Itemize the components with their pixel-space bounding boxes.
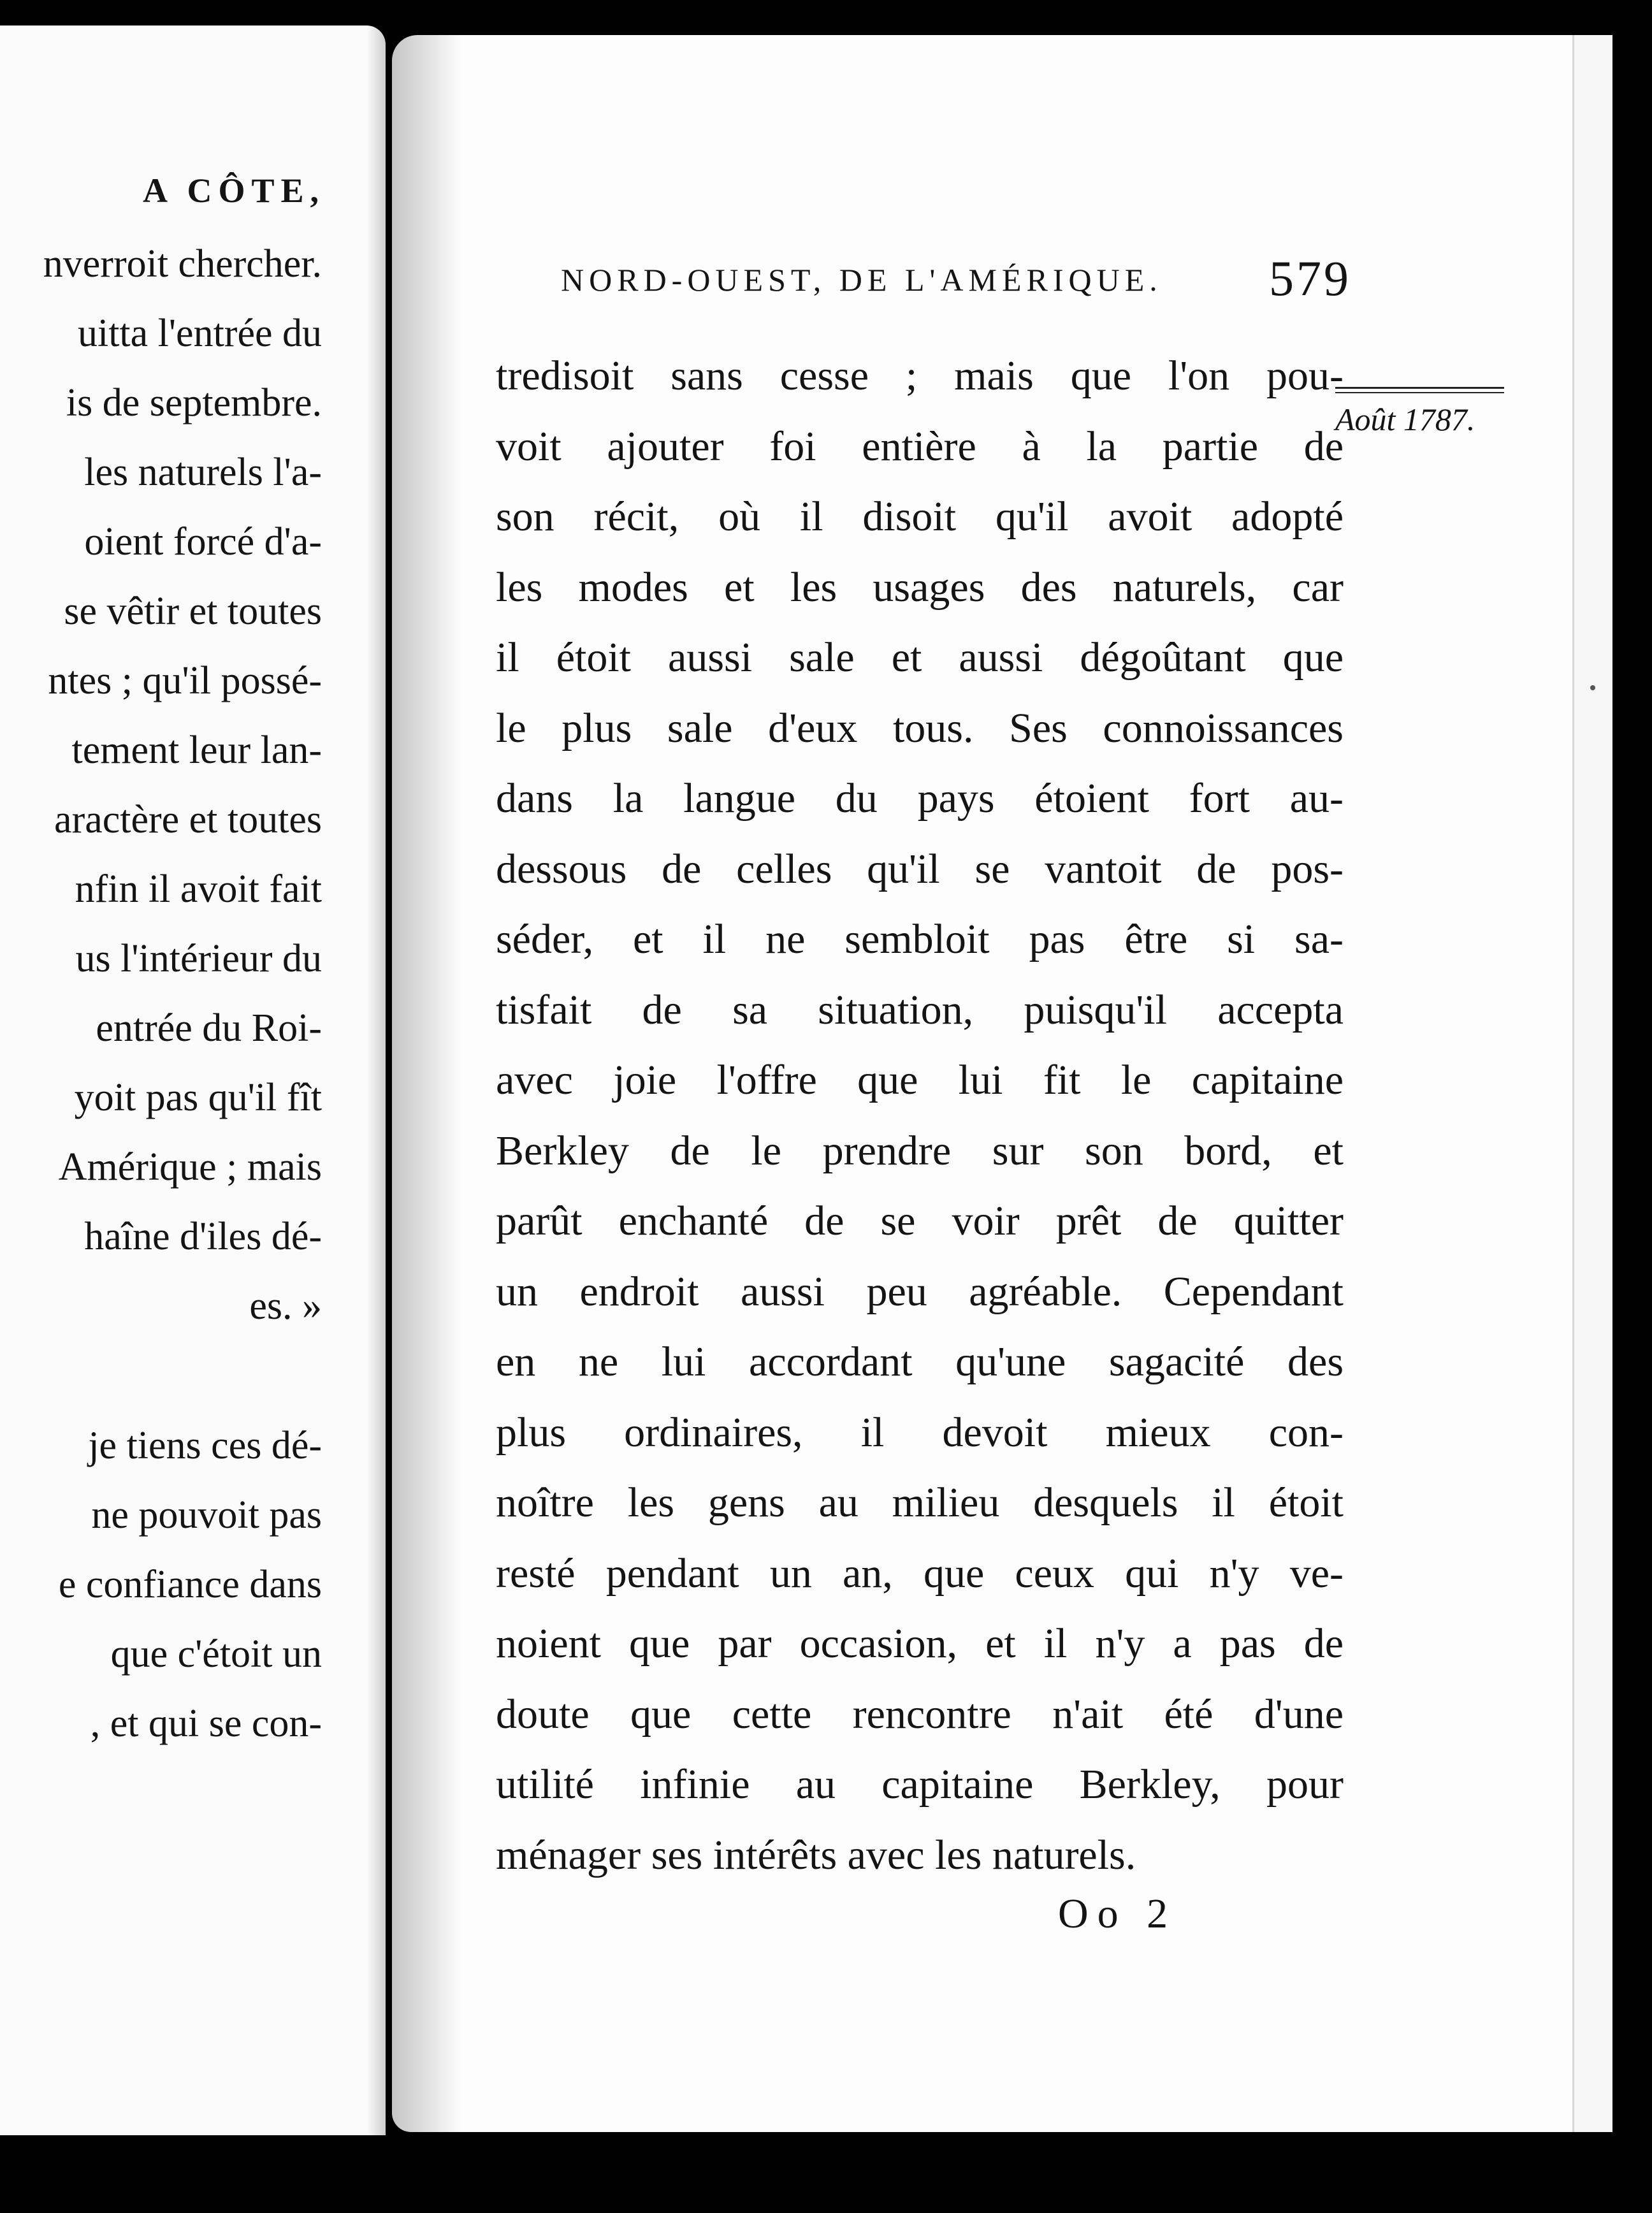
margin-date: Août 1787. (1335, 402, 1475, 437)
left-running-head: A CÔTE, (142, 171, 325, 210)
left-page-text (0, 229, 322, 1759)
text-line: haîne d'iles dé- (84, 1215, 322, 1258)
margin-rule (1335, 387, 1504, 393)
text-line: tement leur lan- (71, 729, 322, 772)
page-number: 579 (1269, 250, 1351, 306)
text-line: tisfait de sa situation, puisqu'il accepta (496, 986, 1344, 1033)
text-line: doute que cette rencontre n'ait été d'une (496, 1690, 1344, 1738)
text-line: noient que par occasion, et il n'y a pas de (496, 1620, 1344, 1667)
text-line: dans la langue du pays étoient fort au- (496, 775, 1344, 822)
text-line: les naturels l'a- (84, 451, 322, 494)
text-line: le plus sale d'eux tous. Ses connoissances (496, 704, 1344, 751)
text-line: noître les gens au milieu desquels il étoit (496, 1479, 1344, 1526)
running-head-title: NORD-OUEST, DE L'AMÉRIQUE. (561, 262, 1163, 298)
paper-speck (1590, 685, 1595, 690)
running-head (561, 250, 1351, 306)
text-line: utilité infinie au capitaine Berkley, pour (496, 1761, 1344, 1808)
left-page (0, 25, 386, 2135)
text-line: les modes et les usages des naturels, car (496, 563, 1344, 611)
text-line: entrée du Roi- (96, 1006, 322, 1050)
right-page (392, 35, 1612, 2132)
text-line: aractère et toutes (54, 798, 322, 841)
text-line: en ne lui accordant qu'une sagacité des (496, 1339, 1344, 1385)
text-line: plus ordinaires, il devoit mieux con- (496, 1409, 1344, 1456)
paragraph-gap (0, 1341, 322, 1411)
body-text (496, 341, 1344, 1890)
gutter-shadow (392, 35, 462, 2132)
text-line: il étoit aussi sale et aussi dégoûtant que (496, 634, 1344, 681)
text-line: nverroit chercher. (43, 242, 322, 286)
text-line: e confiance dans (58, 1563, 322, 1606)
text-line: je tiens ces dé- (88, 1424, 322, 1467)
text-line: , et qui se con- (90, 1702, 322, 1745)
text-line: un endroit aussi peu agréable. Cependant (496, 1268, 1344, 1315)
text-line: son récit, où il disoit qu'il avoit adopté (496, 493, 1344, 540)
text-line: séder, et il ne sembloit pas être si sa- (496, 916, 1344, 962)
text-line: ntes ; qu'il possé- (48, 659, 322, 702)
text-line: uitta l'entrée du (77, 312, 322, 355)
text-line: ménager ses intérêts avec les naturels. (496, 1831, 1136, 1878)
page-edge (1572, 35, 1612, 2132)
text-line: yoit pas qu'il fît (74, 1076, 322, 1119)
text-line: resté pendant un an, que ceux qui n'y ve- (496, 1549, 1344, 1597)
text-line: dessous de celles qu'il se vantoit de pos- (496, 845, 1344, 892)
text-line: nfin il avoit fait (75, 867, 322, 911)
text-line: avec joie l'offre que lui fit le capitaine (496, 1057, 1344, 1103)
text-line: Berkley de le prendre sur son bord, et (496, 1127, 1344, 1174)
text-line: que c'étoit un (110, 1632, 322, 1676)
text-line: tredisoit sans cesse ; mais que l'on pou- (496, 352, 1344, 399)
text-line: Amérique ; mais (58, 1145, 322, 1189)
text-line: es. » (249, 1284, 322, 1328)
signature-mark: Oo 2 (1058, 1890, 1177, 1937)
text-line: oient forcé d'a- (84, 520, 322, 563)
text-line: voit ajouter foi entière à la partie de (496, 423, 1344, 470)
text-line: ne pouvoit pas (91, 1493, 322, 1537)
text-line: se vêtir et toutes (64, 590, 322, 633)
text-line: us l'intérieur du (75, 937, 322, 980)
text-line: is de septembre. (66, 381, 322, 424)
text-line: parût enchanté de se voir prêt de quitter (496, 1198, 1344, 1244)
margin-note (1335, 387, 1520, 438)
gutter-shadow (366, 25, 386, 2135)
